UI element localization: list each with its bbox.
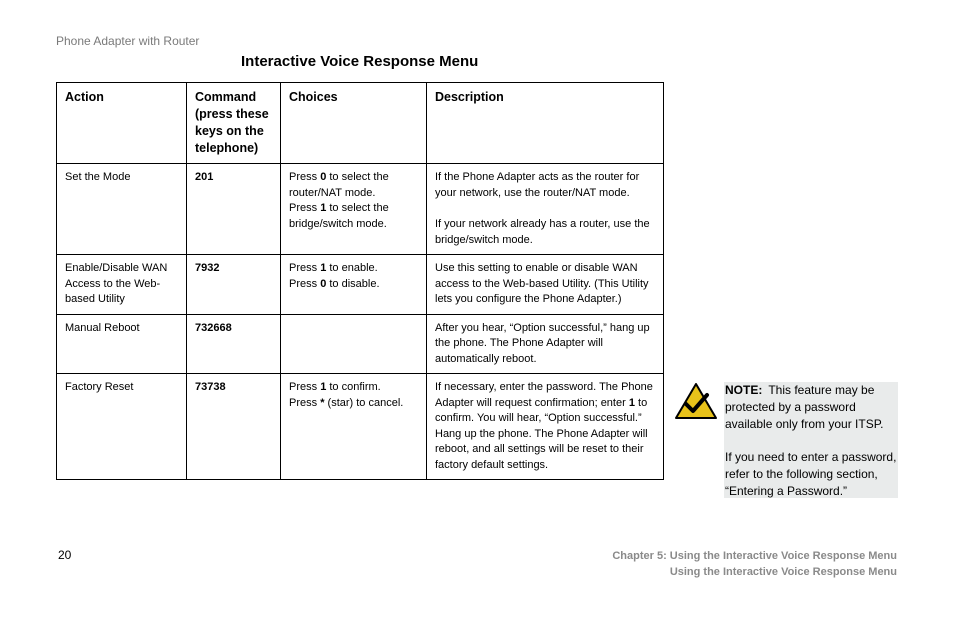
description-cell bbox=[427, 255, 664, 315]
note-box bbox=[724, 382, 898, 498]
choices-cell bbox=[281, 374, 427, 480]
ivr-table bbox=[56, 82, 664, 480]
footer-chapter: Chapter 5: Using the Interactive Voice Response Menu bbox=[612, 550, 897, 562]
description-paragraph: If necessary, enter the password. The Phone Adapter will request confirmation; enter 1 to confirm. You will hear, “Option successful.” Hang up the phone. The Phone Adapter will reboot, and all settings will be reset to their factory default settings. bbox=[435, 381, 653, 471]
description-paragraph: If your network already has a router, use the bridge/switch mode. bbox=[435, 218, 650, 246]
section-title: Interactive Voice Response Menu bbox=[241, 53, 479, 70]
table-row bbox=[57, 374, 664, 480]
table-header-row bbox=[57, 83, 664, 164]
table-row bbox=[57, 255, 664, 315]
running-header: Phone Adapter with Router bbox=[56, 34, 200, 48]
note-text: This feature may be protected by a password available only from your ITSP. bbox=[725, 383, 884, 431]
description-paragraph: After you hear, “Option successful,” hang up the phone. The Phone Adapter will automatically reboot. bbox=[435, 321, 650, 365]
choices-cell bbox=[281, 164, 427, 255]
running-footer bbox=[612, 548, 897, 580]
note-label: NOTE: bbox=[725, 383, 763, 397]
header-choices: Choices bbox=[281, 83, 427, 164]
header-command: Command (press these keys on the telephone) bbox=[187, 83, 281, 164]
command-cell: 732668 bbox=[187, 314, 281, 374]
description-paragraph: Use this setting to enable or disable WAN access to the Web-based Utility. (This Utility lets you configure the Phone Adapter.) bbox=[435, 262, 649, 305]
command-cell: 7932 bbox=[187, 255, 281, 315]
header-action: Action bbox=[57, 83, 187, 164]
action-cell: Set the Mode bbox=[57, 164, 187, 255]
command-cell: 201 bbox=[187, 164, 281, 255]
choices-cell bbox=[281, 314, 427, 374]
action-cell: Enable/Disable WAN Access to the Web-based Utility bbox=[57, 255, 187, 315]
choice-line: Press 1 to select the bridge/switch mode. bbox=[289, 202, 389, 230]
description-paragraph: If the Phone Adapter acts as the router for your network, use the router/NAT mode. bbox=[435, 171, 640, 199]
action-cell: Factory Reset bbox=[57, 374, 187, 480]
action-cell: Manual Reboot bbox=[57, 314, 187, 374]
description-cell bbox=[427, 314, 664, 374]
table-row bbox=[57, 164, 664, 255]
footer-section: Using the Interactive Voice Response Menu bbox=[669, 566, 897, 578]
choice-line: Press * (star) to cancel. bbox=[289, 396, 404, 409]
table-row bbox=[57, 314, 664, 374]
choice-line: Press 0 to select the router/NAT mode. bbox=[289, 171, 389, 199]
note-paragraph bbox=[725, 382, 898, 433]
choice-line: Press 1 to confirm. bbox=[289, 381, 381, 393]
check-mark-icon bbox=[674, 382, 718, 420]
choice-line: Press 0 to disable. bbox=[289, 277, 380, 290]
description-cell bbox=[427, 374, 664, 480]
choices-cell bbox=[281, 255, 427, 315]
page-number: 20 bbox=[58, 548, 72, 562]
header-description: Description bbox=[427, 83, 664, 164]
description-cell bbox=[427, 164, 664, 255]
note-paragraph: If you need to enter a password, refer to the following section, “Entering a Password.” bbox=[725, 450, 897, 498]
command-cell: 73738 bbox=[187, 374, 281, 480]
choice-line: Press 1 to enable. bbox=[289, 262, 378, 274]
